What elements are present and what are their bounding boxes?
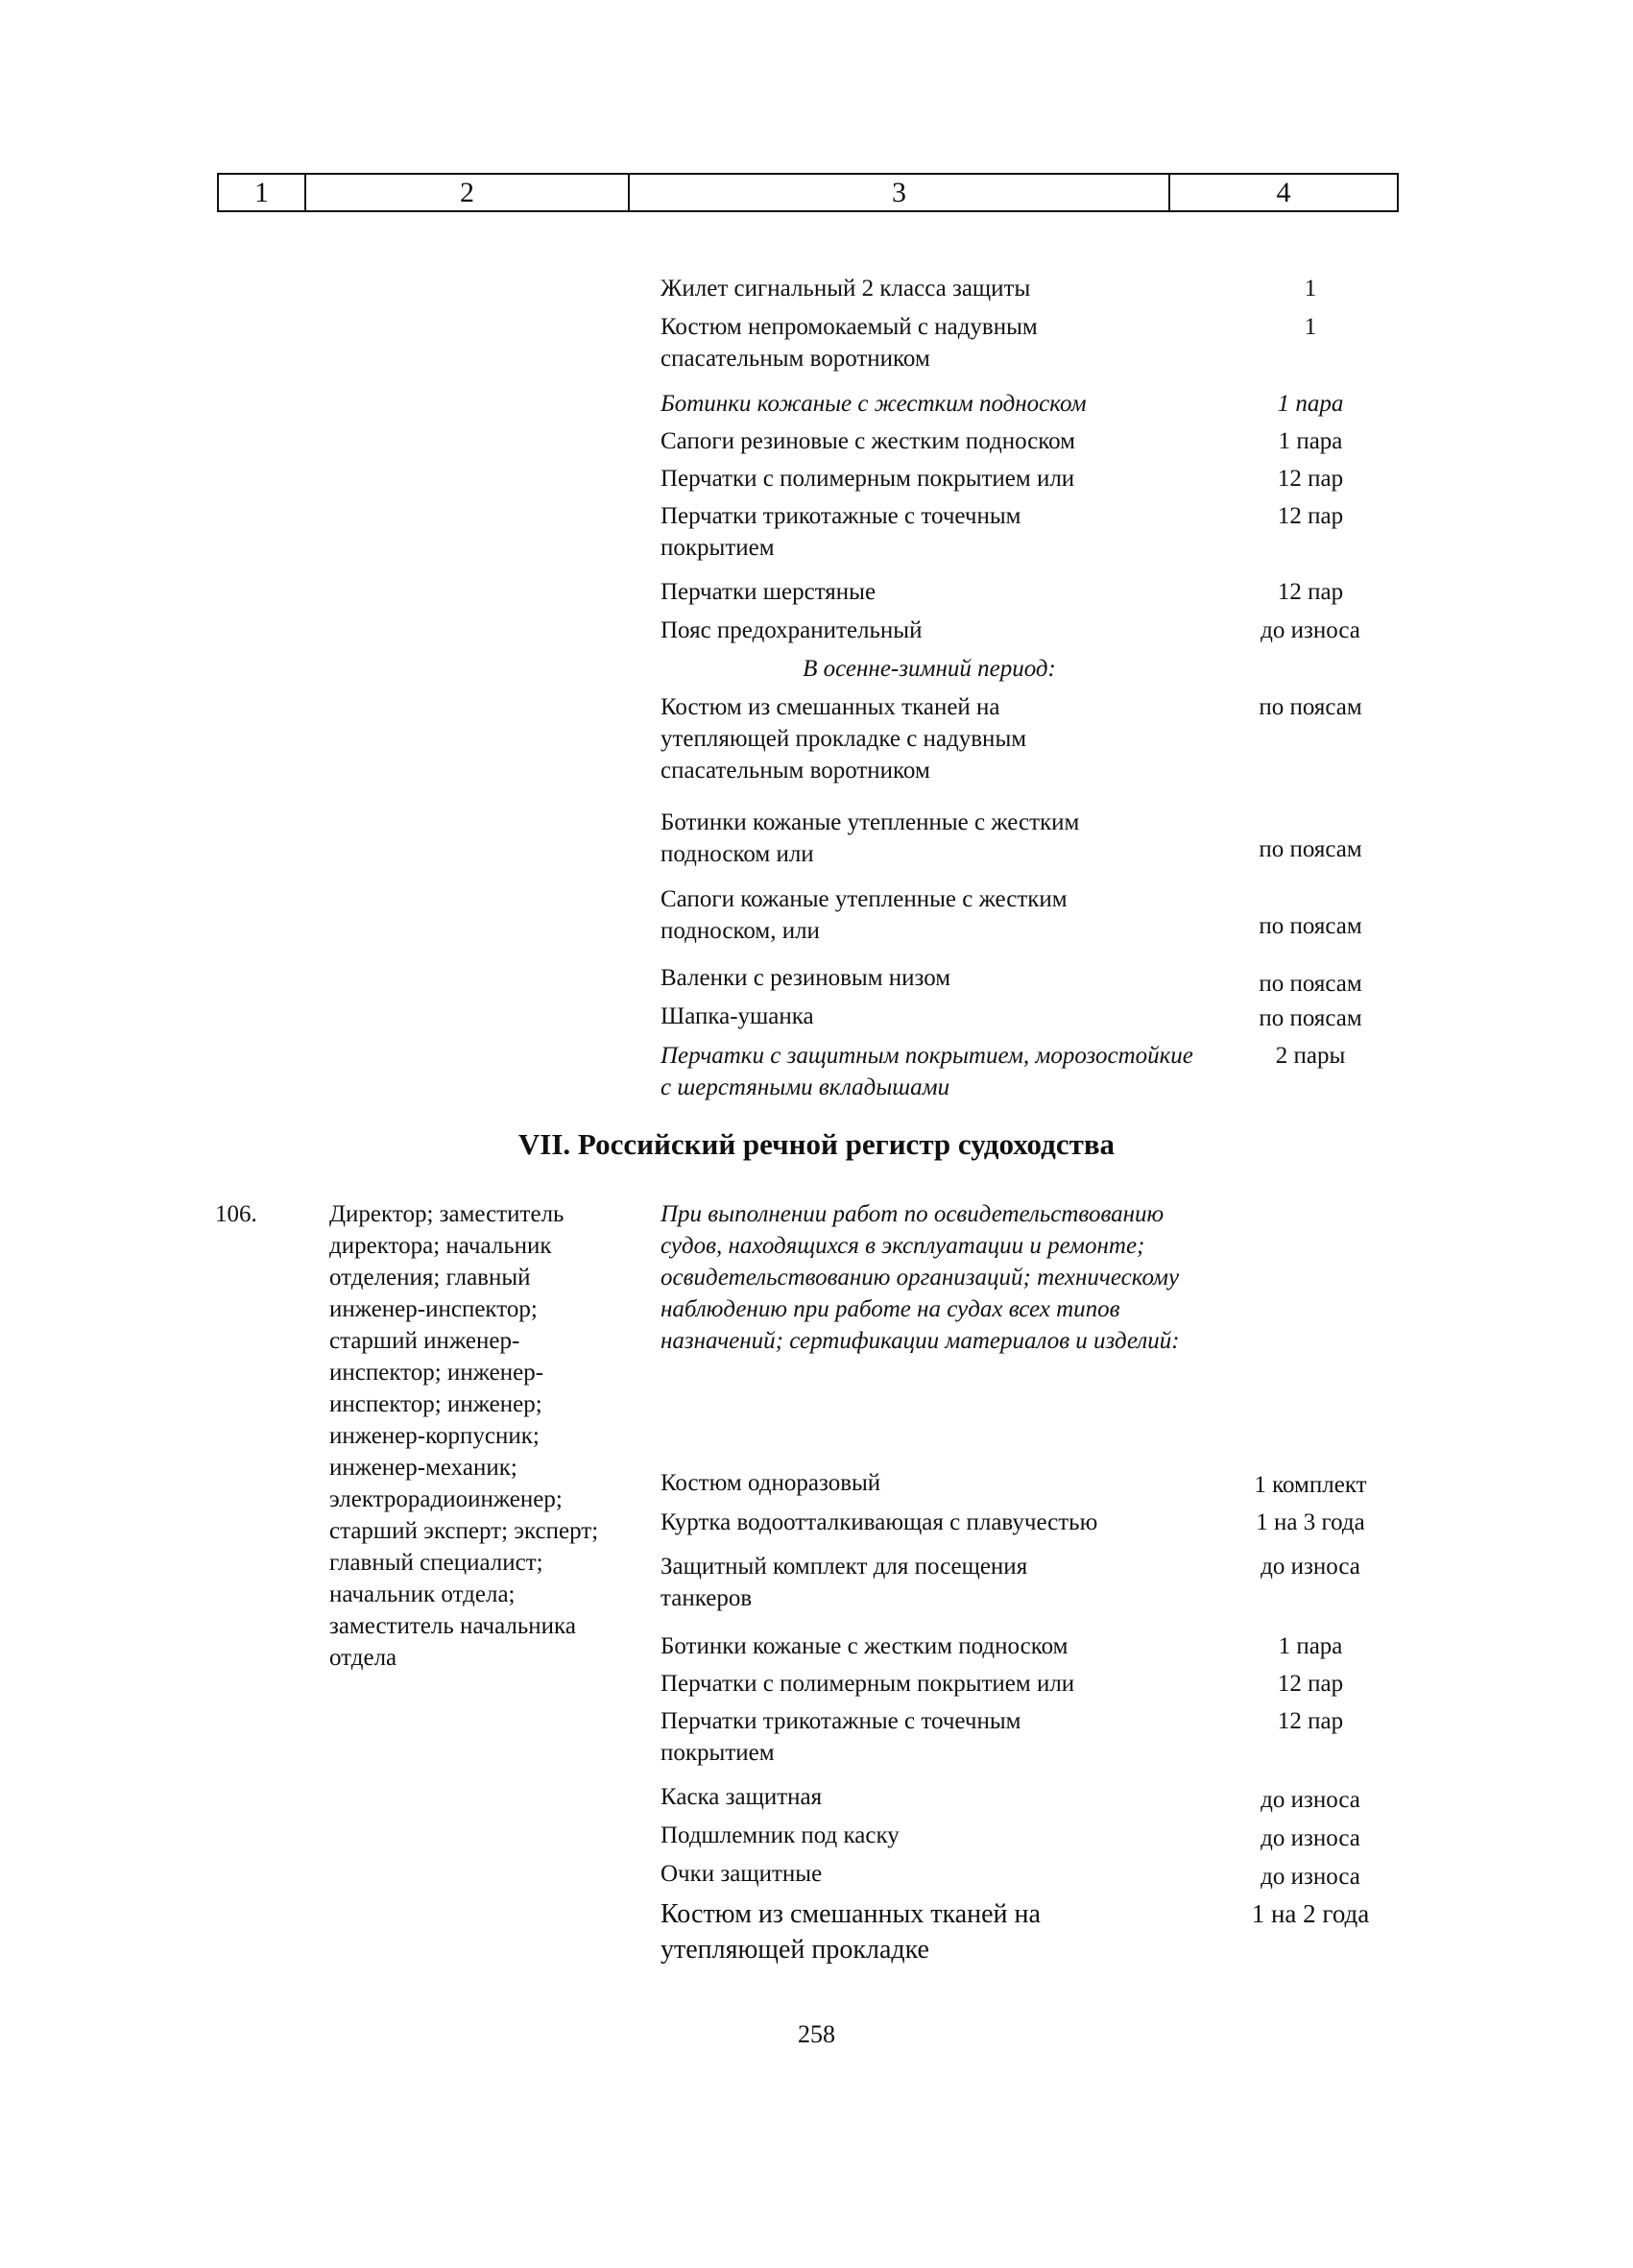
item-name: Перчатки с полимерным покрытием или: [660, 1671, 1075, 1697]
item-name: Костюм одноразовый: [660, 1470, 881, 1496]
work-conditions: При выполнении работ по освидетельствованию судов, находящихся в эксплуатации и ремонте; освидетельствованию организаций; техническому наблюдению при работе на судах всех типов назначений; сертификации материалов и изделий:: [660, 1201, 1180, 1354]
item-qty: 1 пара: [1278, 1633, 1343, 1659]
column-header-4: 4: [1276, 176, 1291, 208]
item-name: Ботинки кожаные с жестким подноском: [660, 1633, 1069, 1659]
item-qty: по поясам: [1259, 913, 1362, 939]
page-number: 258: [798, 2020, 835, 2048]
item-qty: до износа: [1261, 1787, 1360, 1813]
item-qty: по поясам: [1259, 971, 1362, 997]
item-name: Костюм непромокаемый с надувным спасательным воротником: [660, 314, 1038, 372]
item-name: Сапоги кожаные утепленные с жестким подноском, или: [660, 886, 1068, 944]
item-qty: по поясам: [1259, 694, 1362, 720]
item-qty: 12 пар: [1277, 1708, 1344, 1734]
item-name: Шапка-ушанка: [660, 1003, 814, 1029]
positions-list: Директор; заместитель директора; начальник отделения; главный инженер-инспектор; старший инженер-инспектор; инженер-инспектор; инженер; инженер-корпусник; инженер-механик; электрорадиоинженер; старший эксперт; эксперт; главный специалист; начальник отдела; заместитель начальника отдела: [329, 1201, 599, 1671]
item-qty: до износа: [1261, 1864, 1360, 1890]
item-qty: 12 пар: [1277, 579, 1344, 605]
item-name: Защитный комплект для посещения танкеров: [660, 1554, 1028, 1611]
column-header-table: [217, 173, 1399, 212]
item-name: Ботинки кожаные утепленные с жестким подноском или: [660, 809, 1080, 867]
item-name: Костюм из смешанных тканей на утепляющей прокладке с надувным спасательным воротником: [660, 694, 1027, 784]
row-number: 106.: [215, 1201, 257, 1227]
item-name: Очки защитные: [660, 1861, 823, 1887]
column-header-1: 1: [219, 175, 306, 210]
item-name: Перчатки шерстяные: [660, 579, 877, 605]
item-qty: 1: [1304, 314, 1317, 340]
item-name: Подшлемник под каску: [660, 1822, 900, 1848]
season-heading: В осенне-зимний период:: [803, 656, 1056, 682]
item-qty: по поясам: [1259, 1005, 1362, 1031]
item-qty: 1: [1304, 276, 1317, 302]
item-name: Каска защитная: [660, 1784, 823, 1810]
item-qty: 12 пар: [1277, 503, 1344, 529]
item-name: Перчатки с защитным покрытием, морозостойкие с шерстяными вкладышами: [660, 1043, 1193, 1100]
item-qty: 1 пара: [1277, 391, 1344, 417]
item-qty: 2 пары: [1275, 1043, 1346, 1069]
item-qty: до износа: [1261, 617, 1360, 643]
item-qty: 12 пар: [1277, 1671, 1344, 1697]
item-name: Ботинки кожаные с жестким подноском: [660, 391, 1087, 417]
item-name: Жилет сигнальный 2 класса защиты: [660, 276, 1031, 302]
item-qty: до износа: [1261, 1825, 1360, 1851]
item-qty: 1 пара: [1278, 428, 1343, 454]
item-qty: 1 на 2 года: [1251, 1899, 1370, 1928]
item-name: Сапоги резиновые с жестким подноском: [660, 428, 1076, 454]
item-qty: по поясам: [1259, 836, 1362, 862]
item-name: Перчатки с полимерным покрытием или: [660, 466, 1075, 492]
item-name: Перчатки трикотажные с точечным покрытием: [660, 503, 1021, 561]
item-name: Костюм из смешанных тканей на утепляющей прокладке: [660, 1899, 1041, 1965]
section-title: VII. Российский речной регистр судоходства: [517, 1127, 1116, 1161]
item-name: Валенки с резиновым низом: [660, 965, 951, 991]
item-name: Пояс предохранительный: [660, 617, 923, 643]
item-qty: до износа: [1261, 1554, 1360, 1580]
item-name: Куртка водоотталкивающая с плавучестью: [660, 1509, 1098, 1535]
item-qty: 1 комплект: [1254, 1472, 1367, 1498]
column-header-3: 3: [630, 175, 1170, 210]
item-qty: 12 пар: [1277, 466, 1344, 492]
column-header-2: 2: [306, 175, 630, 210]
item-name: Перчатки трикотажные с точечным покрытием: [660, 1708, 1021, 1766]
item-qty: 1 на 3 года: [1256, 1509, 1365, 1535]
